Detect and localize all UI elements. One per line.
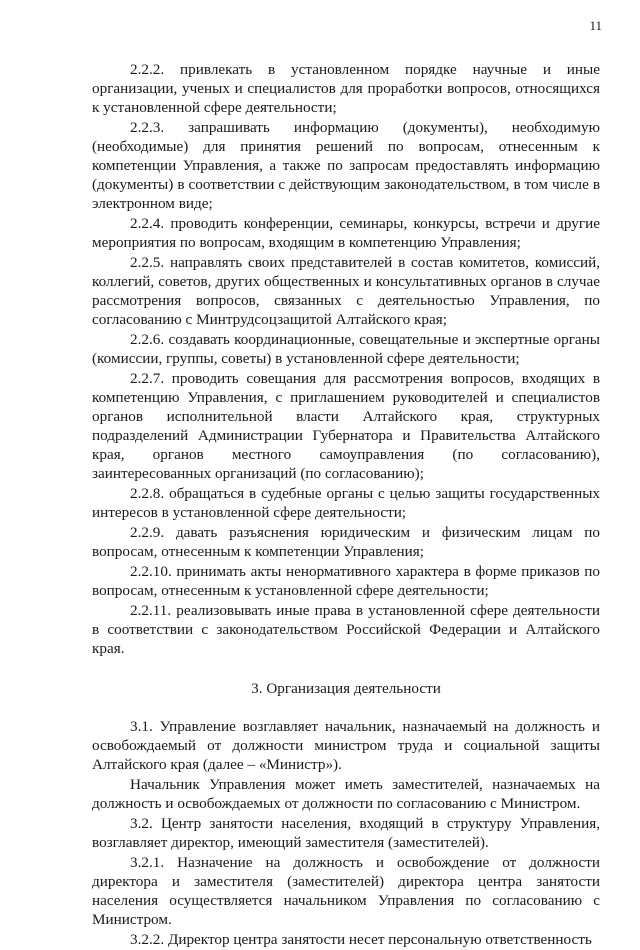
paragraph-3-2-1: 3.2.1. Назначение на должность и освобождение от должности директора и заместителя (заместителей) директора центра занятости населения осуществляется начальником Управления по согласованию с Министром. <box>92 854 600 928</box>
paragraph-2-2-11: 2.2.11. реализовывать иные права в установленной сфере деятельности в соответствии с законодательством Российской Федерации и Алтайского края. <box>92 602 600 657</box>
paragraph-2-2-4: 2.2.4. проводить конференции, семинары, конкурсы, встречи и другие мероприятия по вопросам, входящим в компетенцию Управления; <box>92 215 600 251</box>
paragraph-2-2-3: 2.2.3. запрашивать информацию (документы), необходимую (необходимые) для принятия решений по вопросам, отнесенным к компетенции Управления, а также по запросам предоставлять информацию (документы) в соответствии с действующим законодательством, в том числе в электронном виде; <box>92 119 600 212</box>
paragraph-2-2-2: 2.2.2. привлекать в установленном порядке научные и иные организации, ученых и специалистов для проработки вопросов, относящихся к установленной сфере деятельности; <box>92 61 600 116</box>
paragraph-2-2-10: 2.2.10. принимать акты ненормативного характера в форме приказов по вопросам, отнесенным к установленной сфере деятельности; <box>92 563 600 599</box>
document-body <box>92 60 600 950</box>
paragraph-2-2-6: 2.2.6. создавать координационные, совещательные и экспертные органы (комиссии, группы, советы) в установленной сфере деятельности; <box>92 331 600 367</box>
paragraph-3-2-2: 3.2.2. Директор центра занятости несет персональную ответственность <box>130 931 592 948</box>
paragraph-2-2-5: 2.2.5. направлять своих представителей в состав комитетов, комиссий, коллегий, советов, других общественных и консультативных органов в случае рассмотрения вопросов, связанных с деятельностью Управления, по согласованию с Минтрудсоцзащитой Алтайского края; <box>92 254 600 328</box>
paragraph-3-1: 3.1. Управление возглавляет начальник, назначаемый на должность и освобождаемый от должности министром труда и социальной защиты Алтайского края (далее – «Министр»). <box>92 718 600 773</box>
paragraph-2-2-7: 2.2.7. проводить совещания для рассмотрения вопросов, входящих в компетенцию Управления, с приглашением руководителей и специалистов органов исполнительной власти Алтайского края, структурных подразделений Администрации Губернатора и Правительства Алтайского края, органов местного самоуправления (по согласованию), заинтересованных организаций (по согласованию); <box>92 370 600 482</box>
paragraph-2-2-9: 2.2.9. давать разъяснения юридическим и физическим лицам по вопросам, отнесенным к компетенции Управления; <box>92 524 600 560</box>
paragraph-2-2-8: 2.2.8. обращаться в судебные органы с целью защиты государственных интересов в установленной сфере деятельности; <box>92 485 600 521</box>
paragraph-deputies: Начальник Управления может иметь заместителей, назначаемых на должность и освобождаемых от должности по согласованию с Министром. <box>92 776 600 812</box>
page-number: 11 <box>589 18 602 33</box>
section-heading: 3. Организация деятельности <box>251 680 441 697</box>
paragraph-3-2: 3.2. Центр занятости населения, входящий в структуру Управления, возглавляет директор, имеющий заместителя (заместителей). <box>92 815 600 851</box>
